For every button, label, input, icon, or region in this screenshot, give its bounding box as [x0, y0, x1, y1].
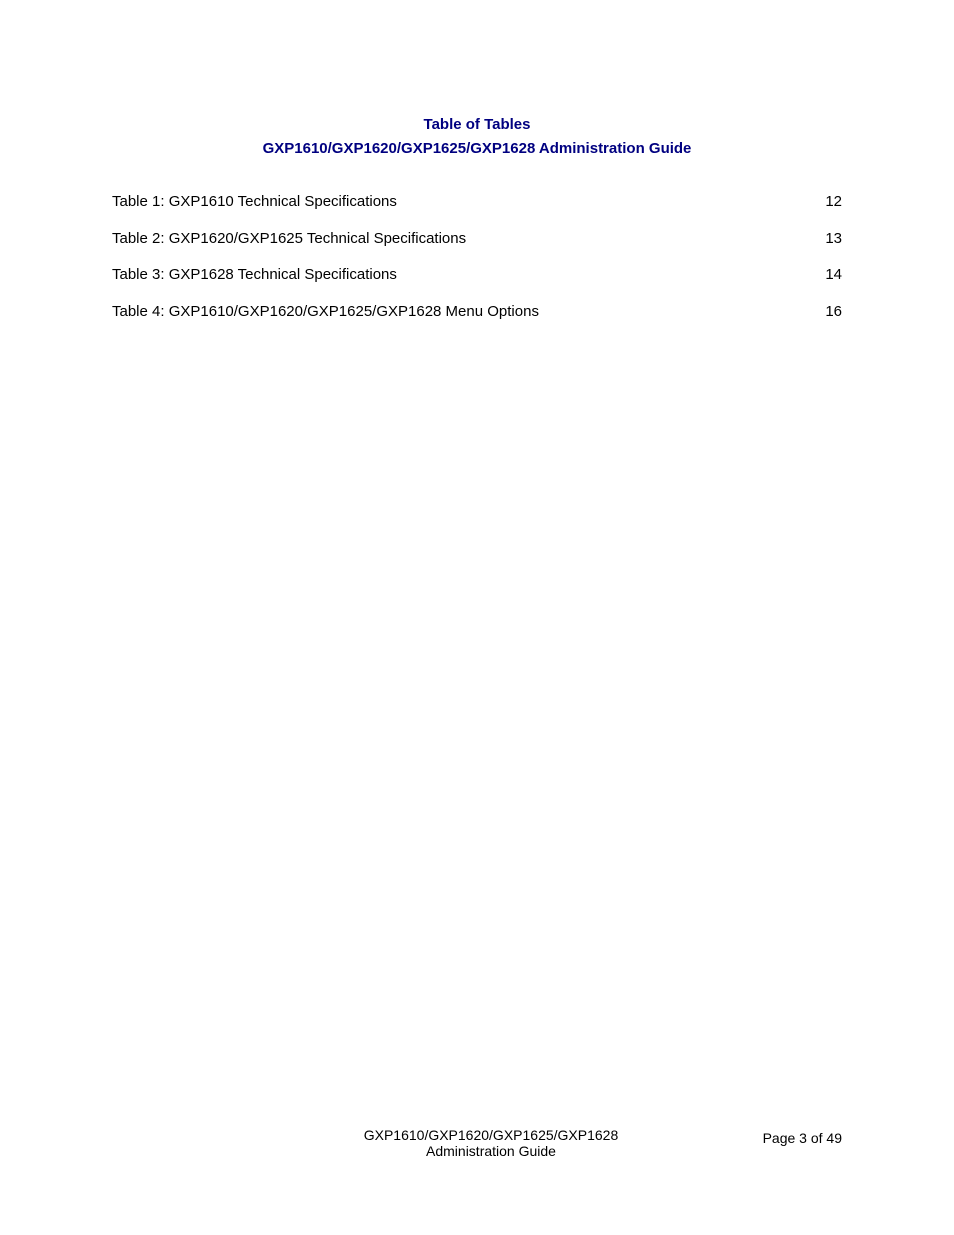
- toc-entry-page[interactable]: 14: [825, 266, 842, 284]
- toc-entry-label[interactable]: Table 1: GXP1610 Technical Specifications: [112, 193, 397, 210]
- toc-entry-table-2[interactable]: [112, 230, 842, 267]
- page-subtitle: GXP1610/GXP1620/GXP1625/GXP1628 Administration Guide: [262, 140, 692, 157]
- toc-entry-label[interactable]: Table 2: GXP1620/GXP1625 Technical Specifications: [112, 229, 467, 247]
- footer-line-1: GXP1610/GXP1620/GXP1625/GXP1628: [363, 1127, 619, 1143]
- toc-entry-label[interactable]: Table 4: GXP1610/GXP1620/GXP1625/GXP1628 Menu Options: [112, 302, 539, 320]
- table-of-tables: [112, 193, 842, 339]
- toc-entry-page[interactable]: 16: [825, 302, 842, 320]
- footer-page-number: Page 3 of 49: [762, 1130, 842, 1146]
- footer-document-title: [340, 1127, 642, 1159]
- page-title: Table of Tables: [423, 116, 531, 133]
- toc-entry-label[interactable]: Table 3: GXP1628 Technical Specifications: [112, 266, 397, 284]
- toc-entry-page[interactable]: 13: [825, 229, 842, 247]
- toc-entry-table-3[interactable]: [112, 266, 842, 303]
- toc-entry-table-1[interactable]: [112, 193, 842, 230]
- footer-line-2: Administration Guide: [426, 1143, 556, 1159]
- toc-entry-page[interactable]: 12: [825, 193, 842, 210]
- toc-entry-table-4[interactable]: [112, 303, 842, 340]
